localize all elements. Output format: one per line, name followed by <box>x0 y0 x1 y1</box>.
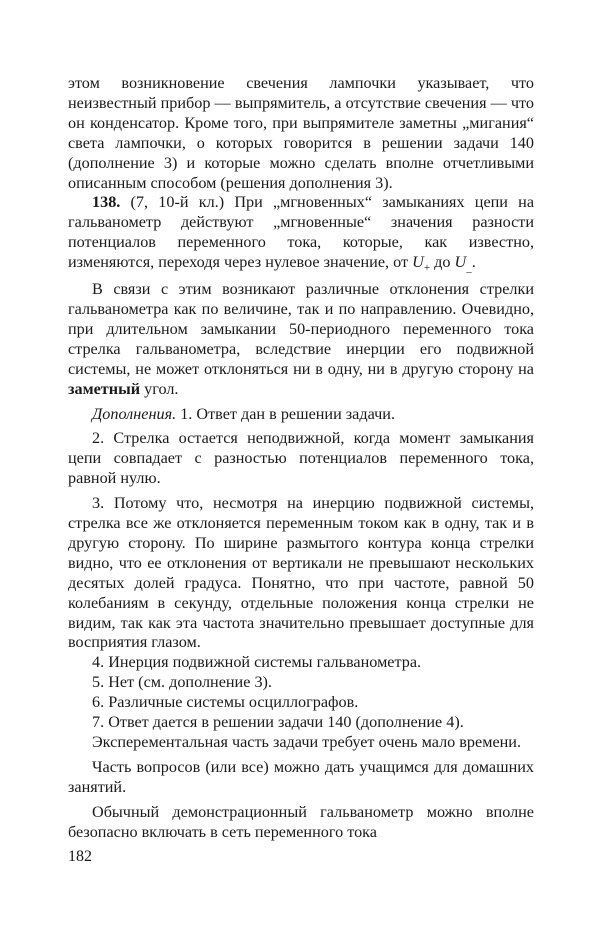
paragraph-continuation <box>68 74 534 193</box>
u-minus-symbol: U <box>454 253 467 272</box>
paragraph-text: Эксперементальная часть задачи требует очень мало времени. <box>92 733 522 751</box>
bold-word: заметный <box>68 379 141 398</box>
paragraph-answer-2 <box>68 429 534 489</box>
paragraph-text: 2. Стрелка остается неподвижной, когда момент замыкания цепи совпадает с разностью потенциалов переменного тока, равной нулю. <box>68 429 534 488</box>
paragraph-text: Обычный демонстрационный гальванометр можно вполне безопасно включать в сеть переменного тока <box>68 802 534 841</box>
page-number: 182 <box>68 848 92 865</box>
page-text-body <box>68 74 534 843</box>
paragraph-galvanometer <box>68 803 534 843</box>
paragraph-text: Часть вопросов (или все) можно дать учащимся для домашних занятий. <box>68 757 534 796</box>
paragraph-text: этом возникновение свечения лампочки указывает, что неизвестный прибор — выпрямитель, а отсутствие свечения — что он конденсатор. Кроме того, при выпрямителе заметны „мигания“ света лампочки, о которых говорится в решении задачи 140 (дополнение 3) и которые можно сделать вполне отчетливыми описанным способом (решения дополнения 3). <box>68 74 534 192</box>
paragraph-text: (7, 10-й кл.) При „мгновенных“ замыканиях цепи на гальванометр действуют „мгновенные“ значения разности потенциалов переменного тока, которые, как известно, изменяются, переходя через нулевое значение, от <box>68 193 535 272</box>
paragraph-text: 5. Нет (см. дополнение 3). <box>92 673 272 692</box>
paragraph-text: В связи с этим возникают различные отклонения стрелки гальванометра как по величине, так и по направлению. Очевидно, при длительном замыкании 50-периодного переменного тока стрелка гальванометра, вследствие инерции его подвижной системы, не может отклоняться ни в одну, ни в другую сторону на <box>68 280 534 378</box>
paragraph-text-end: угол. <box>144 379 179 398</box>
paragraph-answer-5 <box>68 673 534 693</box>
paragraph-text: 6. Различные системы осциллографов. <box>92 693 359 712</box>
problem-number: 138. <box>92 193 121 212</box>
paragraph-text: 4. Инерция подвижной системы гальванометра. <box>92 653 422 672</box>
u-plus-symbol: U <box>412 253 424 272</box>
paragraph-answer-4 <box>68 653 534 673</box>
paragraph-answer-7 <box>68 713 534 733</box>
u-plus-subscript: + <box>423 262 431 275</box>
paragraph-answer-6 <box>68 693 534 713</box>
paragraph-homework <box>68 758 534 798</box>
paragraph-text: 3. Потому что, несмотря на инерцию подвижной системы, стрелка все же отклоняется переменным током как в одну, так и в другую сторону. По ширине размытого контура конца стрелки видно, что ее отклонения от вертикали не превышают нескольких десятых долей градуса. Понятно, что при частоте, равной 50 колебаниям в секунду, отдельные положения конца стрелки не видим, так как эта частота значительно превышает доступные для восприятия глазом. <box>68 494 534 652</box>
supplements-label: Дополнения. <box>92 404 177 423</box>
u-minus-subscript: _ <box>466 262 472 275</box>
paragraph-supplements <box>68 405 534 425</box>
paragraph-text: 7. Ответ дается в решении задачи 140 (дополнение 4). <box>92 713 464 732</box>
paragraph-text: 1. Ответ дан в решении задачи. <box>180 404 395 423</box>
do-word: до <box>434 253 451 272</box>
sentence-end: . <box>471 253 476 272</box>
paragraph-experiment-note <box>68 733 534 753</box>
paragraph-deflection <box>68 280 534 399</box>
paragraph-answer-3 <box>68 494 534 653</box>
paragraph-problem-138 <box>68 193 534 275</box>
